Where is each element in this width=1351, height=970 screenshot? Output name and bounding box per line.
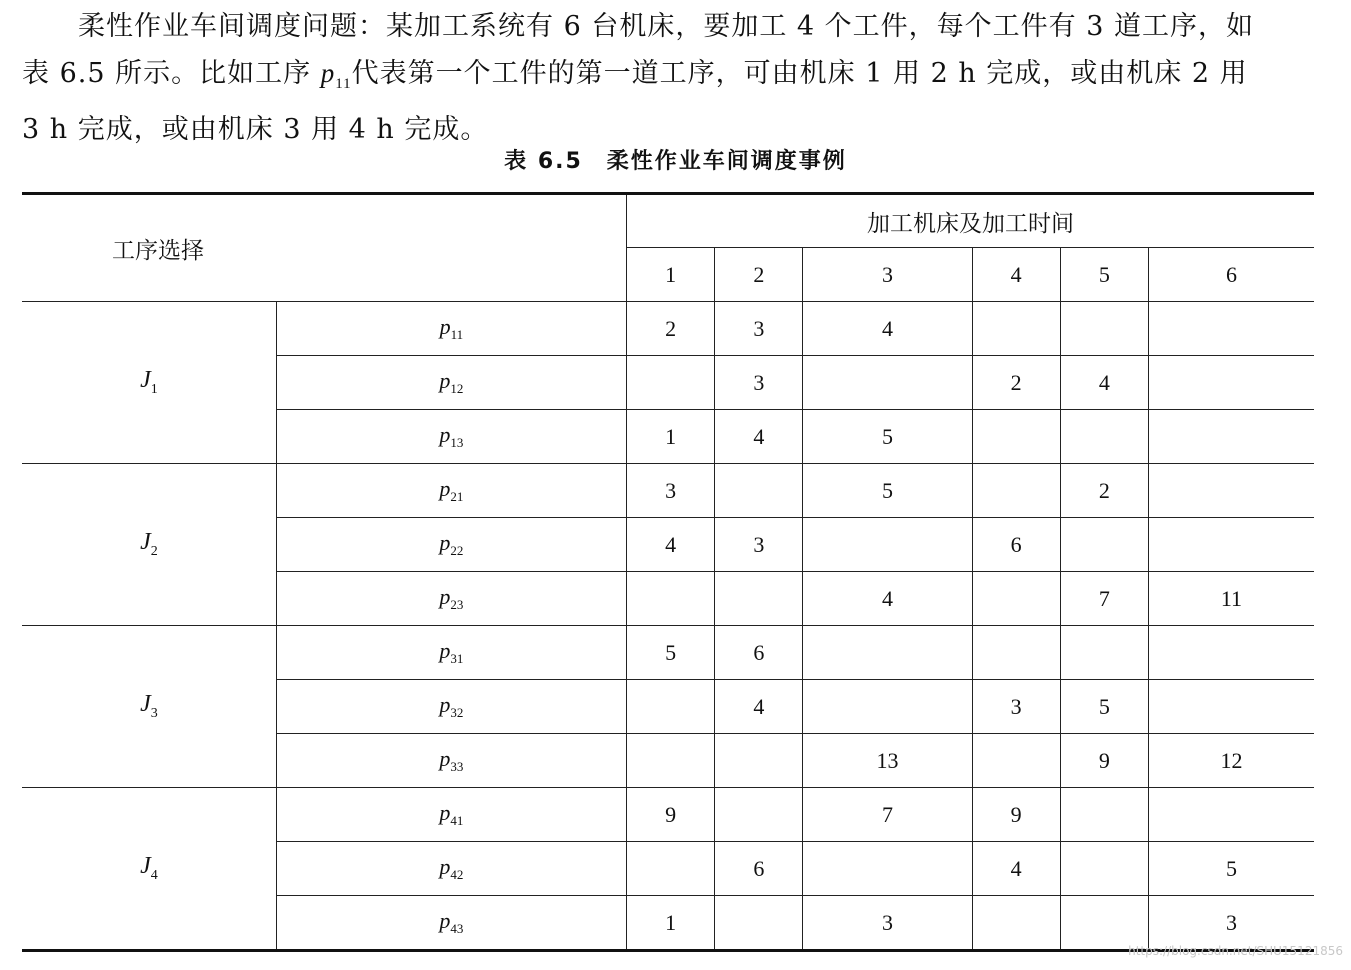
job-letter: J: [140, 853, 151, 879]
time-cell: 3: [1148, 896, 1314, 951]
machine-header-3: 3: [803, 248, 972, 302]
operation-letter: p: [439, 530, 451, 555]
time-cell: [803, 842, 972, 896]
time-cell: 5: [1060, 680, 1148, 734]
operation-cell: [276, 788, 626, 842]
operation-cell: [276, 464, 626, 518]
operation-cell: [276, 734, 626, 788]
operation-letter: p: [439, 584, 451, 609]
operation-letter: p: [439, 314, 451, 339]
time-cell: [1060, 788, 1148, 842]
time-cell: [972, 572, 1060, 626]
table-caption: 表 6.5 柔性作业车间调度事例: [504, 149, 847, 174]
time-cell: [972, 626, 1060, 680]
time-cell: 7: [1060, 572, 1148, 626]
operation-cell: [276, 572, 626, 626]
time-cell: 2: [1060, 464, 1148, 518]
time-cell: [627, 734, 715, 788]
operation-subscript: 13: [450, 435, 464, 450]
time-cell: 1: [627, 410, 715, 464]
time-cell: 4: [715, 410, 803, 464]
time-cell: 3: [715, 356, 803, 410]
time-cell: 4: [803, 572, 972, 626]
time-cell: [715, 788, 803, 842]
watermark: https://blog.csdn.net/SHU15121856: [1128, 944, 1343, 958]
job-cell: [22, 788, 276, 951]
time-cell: 6: [972, 518, 1060, 572]
machine-header-4: 4: [972, 248, 1060, 302]
time-cell: [715, 464, 803, 518]
operation-letter: p: [439, 800, 451, 825]
operation-cell: [276, 302, 626, 356]
time-cell: 4: [715, 680, 803, 734]
job-cell: [22, 302, 276, 464]
time-cell: [627, 356, 715, 410]
operation-cell: [276, 518, 626, 572]
time-cell: 3: [972, 680, 1060, 734]
time-cell: [1148, 680, 1314, 734]
time-cell: 3: [627, 464, 715, 518]
time-cell: [715, 734, 803, 788]
time-cell: 4: [972, 842, 1060, 896]
paragraph-line-2: [22, 50, 1322, 107]
time-cell: [1148, 518, 1314, 572]
operation-subscript: 22: [450, 543, 464, 558]
time-cell: [715, 896, 803, 951]
time-cell: [972, 410, 1060, 464]
time-cell: 9: [972, 788, 1060, 842]
job-subscript: 4: [150, 868, 158, 883]
time-cell: [627, 680, 715, 734]
operation-subscript: 33: [450, 759, 464, 774]
time-cell: 2: [972, 356, 1060, 410]
machine-header-2: 2: [715, 248, 803, 302]
operation-subscript: 12: [450, 381, 464, 396]
time-cell: [1148, 626, 1314, 680]
time-cell: [1060, 842, 1148, 896]
time-cell: [972, 302, 1060, 356]
schedule-table: [22, 192, 1314, 952]
table-row: [22, 464, 1314, 518]
time-cell: 4: [1060, 356, 1148, 410]
time-cell: 5: [803, 464, 972, 518]
paragraph-line-3: 3 h 完成，或由机床 3 用 4 h 完成。: [22, 114, 489, 145]
machine-header-5: 5: [1060, 248, 1148, 302]
operation-letter: p: [439, 638, 451, 663]
operation-subscript: 41: [450, 813, 464, 828]
time-cell: 3: [715, 518, 803, 572]
time-cell: [627, 572, 715, 626]
paragraph-line-2-post: 代表第一个工件的第一道工序，可由机床 1 用 2 h 完成，或由机床 2 用: [351, 58, 1248, 89]
time-cell: [803, 356, 972, 410]
job-subscript: 2: [150, 544, 158, 559]
operation-symbol: [320, 58, 352, 92]
time-cell: [972, 896, 1060, 951]
operation-cell: [276, 626, 626, 680]
operation-symbol-subscript: 11: [335, 76, 352, 92]
time-cell: [1060, 302, 1148, 356]
table-row: [22, 302, 1314, 356]
time-cell: [1060, 626, 1148, 680]
time-cell: 9: [1060, 734, 1148, 788]
time-cell: [803, 680, 972, 734]
time-cell: 5: [803, 410, 972, 464]
job-letter: J: [140, 367, 151, 393]
operation-cell: [276, 842, 626, 896]
time-cell: 5: [1148, 842, 1314, 896]
machine-header-1: 1: [627, 248, 715, 302]
time-cell: [1060, 896, 1148, 951]
machine-header-6: 6: [1148, 248, 1314, 302]
time-cell: 12: [1148, 734, 1314, 788]
job-cell: [22, 464, 276, 626]
time-cell: [1148, 788, 1314, 842]
time-cell: 2: [627, 302, 715, 356]
time-cell: 11: [1148, 572, 1314, 626]
time-cell: 13: [803, 734, 972, 788]
operation-subscript: 43: [450, 921, 464, 936]
job-subscript: 1: [150, 382, 158, 397]
operation-subscript: 31: [450, 651, 464, 666]
job-letter: J: [140, 529, 151, 555]
operation-letter: p: [439, 746, 451, 771]
operation-symbol-letter: p: [320, 58, 336, 88]
operation-letter: p: [439, 476, 451, 501]
time-cell: [1148, 410, 1314, 464]
operation-cell: [276, 356, 626, 410]
header-operation-selection: 工序选择: [22, 194, 627, 302]
operation-letter: p: [439, 854, 451, 879]
job-subscript: 3: [150, 706, 158, 721]
time-cell: 1: [627, 896, 715, 951]
time-cell: 7: [803, 788, 972, 842]
operation-subscript: 32: [450, 705, 464, 720]
operation-cell: [276, 896, 626, 951]
time-cell: [1060, 518, 1148, 572]
operation-subscript: 21: [450, 489, 464, 504]
operation-subscript: 42: [450, 867, 464, 882]
time-cell: 3: [715, 302, 803, 356]
operation-letter: p: [439, 422, 451, 447]
paragraph-line-2-pre: 表 6.5 所示。比如工序: [22, 58, 321, 89]
time-cell: [803, 626, 972, 680]
time-cell: [627, 842, 715, 896]
intro-paragraph: [22, 4, 1322, 153]
time-cell: [803, 518, 972, 572]
time-cell: 4: [803, 302, 972, 356]
operation-letter: p: [439, 368, 451, 393]
time-cell: [1148, 464, 1314, 518]
time-cell: [972, 464, 1060, 518]
schedule-table-body: [22, 302, 1314, 951]
time-cell: 5: [627, 626, 715, 680]
time-cell: [1148, 302, 1314, 356]
paragraph-line-1: 柔性作业车间调度问题：某加工系统有 6 台机床，要加工 4 个工件，每个工件有 3 道工序，如: [78, 11, 1255, 42]
time-cell: [1060, 410, 1148, 464]
time-cell: 9: [627, 788, 715, 842]
operation-cell: [276, 680, 626, 734]
job-cell: [22, 626, 276, 788]
time-cell: 4: [627, 518, 715, 572]
table-row: [22, 788, 1314, 842]
time-cell: 6: [715, 842, 803, 896]
time-cell: 6: [715, 626, 803, 680]
operation-subscript: 23: [450, 597, 464, 612]
operation-cell: [276, 410, 626, 464]
table-row: [22, 626, 1314, 680]
header-machines-and-times: 加工机床及加工时间: [627, 194, 1314, 248]
time-cell: [972, 734, 1060, 788]
time-cell: 3: [803, 896, 972, 951]
operation-letter: p: [439, 692, 451, 717]
time-cell: [1148, 356, 1314, 410]
operation-subscript: 11: [450, 327, 464, 342]
time-cell: [715, 572, 803, 626]
operation-letter: p: [439, 908, 451, 933]
job-letter: J: [140, 691, 151, 717]
